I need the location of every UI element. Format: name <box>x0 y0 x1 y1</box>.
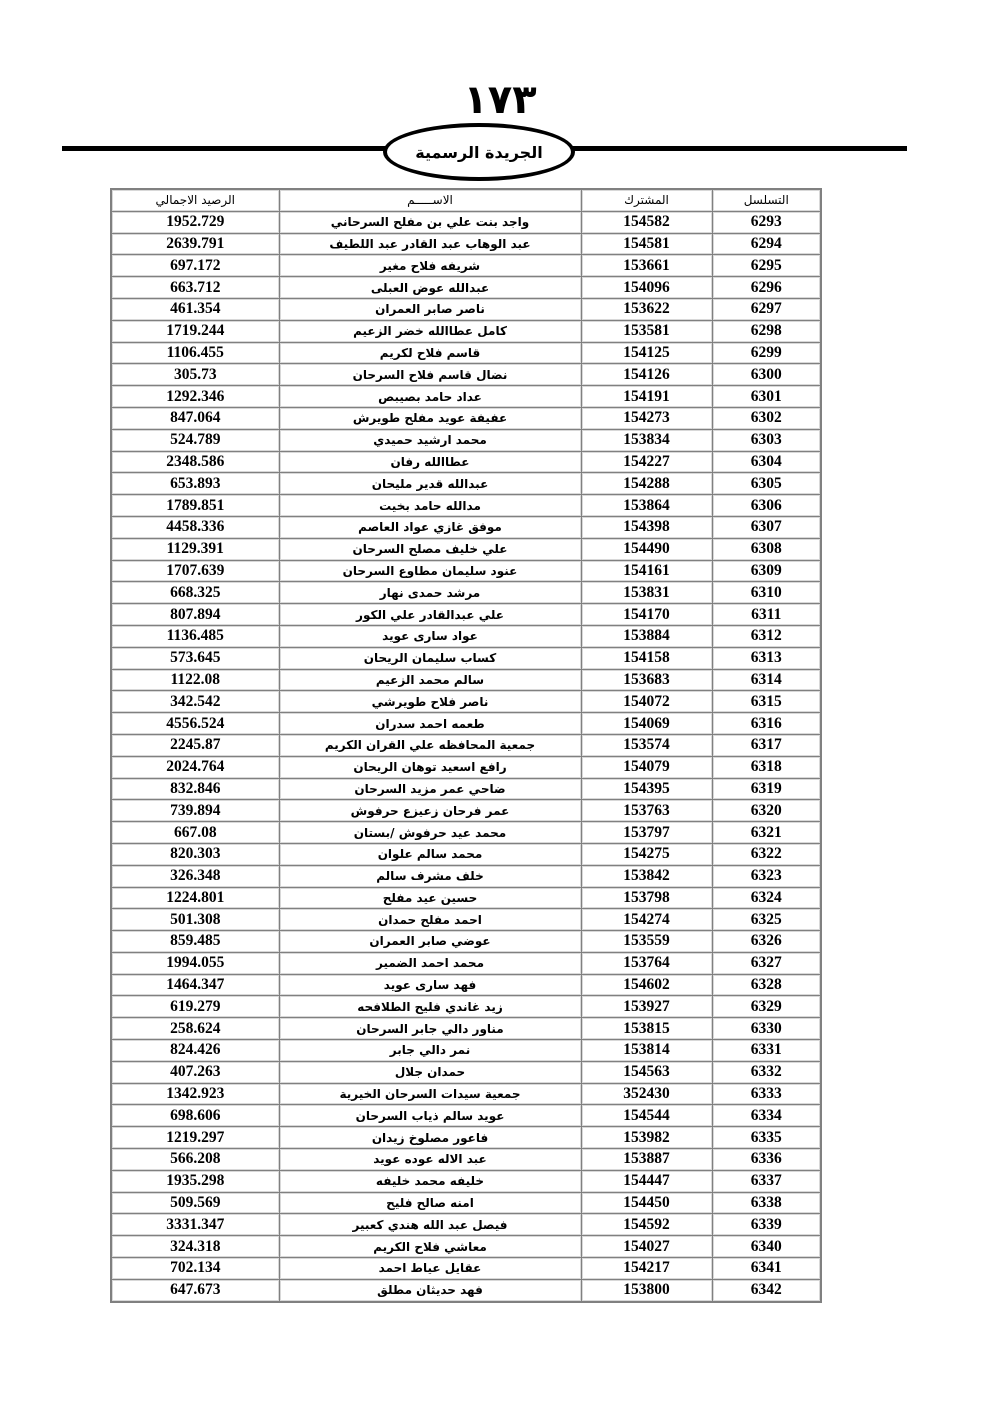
cell-balance: 667.08 <box>111 822 279 844</box>
cell-name: نضال قاسم فلاح السرحان <box>279 364 581 386</box>
table-row <box>111 887 821 909</box>
cell-subscriber: 154161 <box>581 560 712 582</box>
cell-subscriber: 153884 <box>581 625 712 647</box>
cell-name: سالم محمد الزعيم <box>279 669 581 691</box>
cell-serial: 6302 <box>712 407 821 429</box>
cell-serial: 6295 <box>712 255 821 277</box>
table-row <box>111 996 821 1018</box>
table-row <box>111 211 821 233</box>
cell-name: عبدالله قدير مليحان <box>279 473 581 495</box>
cell-serial: 6300 <box>712 364 821 386</box>
cell-balance: 573.645 <box>111 647 279 669</box>
cell-subscriber: 154096 <box>581 277 712 299</box>
table-row <box>111 1170 821 1192</box>
cell-balance: 847.064 <box>111 407 279 429</box>
subscriber-balance-table <box>110 188 822 1303</box>
cell-subscriber: 153982 <box>581 1127 712 1149</box>
cell-subscriber: 154027 <box>581 1236 712 1258</box>
cell-serial: 6309 <box>712 560 821 582</box>
cell-subscriber: 154072 <box>581 691 712 713</box>
cell-subscriber: 153864 <box>581 495 712 517</box>
table-row <box>111 909 821 931</box>
cell-name: عبدالله عوض العبلى <box>279 277 581 299</box>
table-row <box>111 342 821 364</box>
cell-balance: 619.279 <box>111 996 279 1018</box>
column-header-subscriber: المشترك <box>581 189 712 211</box>
cell-name: عمر فرحان زعيزع حرفوش <box>279 800 581 822</box>
cell-serial: 6304 <box>712 451 821 473</box>
cell-subscriber: 153581 <box>581 320 712 342</box>
table-body <box>111 211 821 1301</box>
cell-subscriber: 154275 <box>581 843 712 865</box>
cell-subscriber: 153559 <box>581 931 712 953</box>
table-row <box>111 734 821 756</box>
cell-serial: 6298 <box>712 320 821 342</box>
cell-name: امنه صالح فليح <box>279 1192 581 1214</box>
table-row <box>111 255 821 277</box>
table-row <box>111 843 821 865</box>
cell-serial: 6294 <box>712 233 821 255</box>
table-row <box>111 1105 821 1127</box>
cell-balance: 2639.791 <box>111 233 279 255</box>
cell-name: جمعية المحافظه علي القران الكريم <box>279 734 581 756</box>
cell-name: واجد بنت علي بن مفلح السرحاني <box>279 211 581 233</box>
table-row <box>111 800 821 822</box>
cell-name: فيصل عبد الله هندي كعبير <box>279 1214 581 1236</box>
cell-serial: 6337 <box>712 1170 821 1192</box>
cell-balance: 698.606 <box>111 1105 279 1127</box>
cell-balance: 1224.801 <box>111 887 279 909</box>
cell-name: جمعية سيدات السرحان الخيرية <box>279 1083 581 1105</box>
cell-balance: 1994.055 <box>111 952 279 974</box>
cell-subscriber: 154450 <box>581 1192 712 1214</box>
table-row <box>111 364 821 386</box>
cell-balance: 1464.347 <box>111 974 279 996</box>
table-row <box>111 1149 821 1171</box>
header-rule-right <box>570 146 907 151</box>
cell-subscriber: 153683 <box>581 669 712 691</box>
cell-serial: 6293 <box>712 211 821 233</box>
cell-name: موفق غازي عواد العاصم <box>279 516 581 538</box>
cell-serial: 6296 <box>712 277 821 299</box>
table-row <box>111 1258 821 1280</box>
cell-subscriber: 154273 <box>581 407 712 429</box>
table-row <box>111 1018 821 1040</box>
cell-balance: 1219.297 <box>111 1127 279 1149</box>
table-row <box>111 386 821 408</box>
cell-serial: 6317 <box>712 734 821 756</box>
table-row <box>111 1192 821 1214</box>
cell-balance: 663.712 <box>111 277 279 299</box>
cell-name: شريفه فلاح مغير <box>279 255 581 277</box>
cell-balance: 1129.391 <box>111 538 279 560</box>
table-row <box>111 538 821 560</box>
cell-serial: 6320 <box>712 800 821 822</box>
cell-serial: 6308 <box>712 538 821 560</box>
cell-subscriber: 154544 <box>581 1105 712 1127</box>
cell-name: طعمه احمد سدران <box>279 713 581 735</box>
column-header-name: الاســـــم <box>279 189 581 211</box>
cell-balance: 3331.347 <box>111 1214 279 1236</box>
cell-serial: 6319 <box>712 778 821 800</box>
cell-subscriber: 154227 <box>581 451 712 473</box>
cell-balance: 653.893 <box>111 473 279 495</box>
cell-serial: 6305 <box>712 473 821 495</box>
cell-serial: 6331 <box>712 1040 821 1062</box>
cell-balance: 4556.524 <box>111 713 279 735</box>
cell-serial: 6315 <box>712 691 821 713</box>
cell-serial: 6333 <box>712 1083 821 1105</box>
cell-balance: 859.485 <box>111 931 279 953</box>
table-row <box>111 1061 821 1083</box>
cell-name: حسين عيد مفلح <box>279 887 581 909</box>
table-row <box>111 647 821 669</box>
table-row <box>111 974 821 996</box>
cell-name: مدالله حامد بخيت <box>279 495 581 517</box>
cell-name: عبد الوهاب عبد القادر عبد اللطيف <box>279 233 581 255</box>
cell-balance: 407.263 <box>111 1061 279 1083</box>
cell-balance: 647.673 <box>111 1279 279 1301</box>
cell-subscriber: 153574 <box>581 734 712 756</box>
cell-balance: 702.134 <box>111 1258 279 1280</box>
cell-balance: 501.308 <box>111 909 279 931</box>
cell-balance: 524.789 <box>111 429 279 451</box>
cell-subscriber: 153661 <box>581 255 712 277</box>
cell-name: عفيفة عويد مفلح طويرش <box>279 407 581 429</box>
cell-name: محمد عيد حرفوش /بستان <box>279 822 581 844</box>
table-row <box>111 407 821 429</box>
cell-serial: 6334 <box>712 1105 821 1127</box>
cell-subscriber: 154581 <box>581 233 712 255</box>
cell-serial: 6326 <box>712 931 821 953</box>
cell-balance: 668.325 <box>111 582 279 604</box>
cell-name: ناصر فلاح طويرشي <box>279 691 581 713</box>
cell-subscriber: 153842 <box>581 865 712 887</box>
table-row <box>111 516 821 538</box>
cell-serial: 6311 <box>712 604 821 626</box>
cell-serial: 6299 <box>712 342 821 364</box>
cell-serial: 6322 <box>712 843 821 865</box>
table-row <box>111 233 821 255</box>
table-row <box>111 778 821 800</box>
cell-name: احمد مفلح حمدان <box>279 909 581 931</box>
cell-name: فهد سارى عويد <box>279 974 581 996</box>
cell-name: عداد حامد بصيبص <box>279 386 581 408</box>
cell-serial: 6328 <box>712 974 821 996</box>
table-row <box>111 713 821 735</box>
cell-serial: 6324 <box>712 887 821 909</box>
masthead-oval <box>383 123 575 181</box>
cell-subscriber: 154158 <box>581 647 712 669</box>
cell-subscriber: 153831 <box>581 582 712 604</box>
cell-subscriber: 153622 <box>581 298 712 320</box>
cell-balance: 509.569 <box>111 1192 279 1214</box>
cell-subscriber: 153798 <box>581 887 712 909</box>
cell-subscriber: 154490 <box>581 538 712 560</box>
cell-balance: 1292.346 <box>111 386 279 408</box>
cell-subscriber: 153814 <box>581 1040 712 1062</box>
masthead-title: الجريدة الرسمية <box>415 142 543 162</box>
cell-serial: 6342 <box>712 1279 821 1301</box>
table-row <box>111 691 821 713</box>
cell-serial: 6301 <box>712 386 821 408</box>
table-row <box>111 495 821 517</box>
cell-serial: 6332 <box>712 1061 821 1083</box>
table-row <box>111 1127 821 1149</box>
cell-serial: 6325 <box>712 909 821 931</box>
table-row <box>111 1236 821 1258</box>
table-row <box>111 1214 821 1236</box>
cell-serial: 6330 <box>712 1018 821 1040</box>
cell-balance: 4458.336 <box>111 516 279 538</box>
column-header-balance: الرصيد الاجمالي <box>111 189 279 211</box>
cell-serial: 6313 <box>712 647 821 669</box>
cell-subscriber: 153927 <box>581 996 712 1018</box>
cell-name: علي خليف مصلح السرحان <box>279 538 581 560</box>
cell-name: حمدان جلال <box>279 1061 581 1083</box>
cell-balance: 1342.923 <box>111 1083 279 1105</box>
cell-name: فهد حديثان مطلق <box>279 1279 581 1301</box>
cell-balance: 1707.639 <box>111 560 279 582</box>
cell-subscriber: 153764 <box>581 952 712 974</box>
cell-balance: 1122.08 <box>111 669 279 691</box>
table-row <box>111 625 821 647</box>
cell-subscriber: 153887 <box>581 1149 712 1171</box>
cell-name: عطاالله رفان <box>279 451 581 473</box>
cell-name: محمد ارشيد حميدي <box>279 429 581 451</box>
cell-balance: 2348.586 <box>111 451 279 473</box>
cell-balance: 832.846 <box>111 778 279 800</box>
cell-name: نمر دالي جابر <box>279 1040 581 1062</box>
cell-subscriber: 153763 <box>581 800 712 822</box>
table-row <box>111 1083 821 1105</box>
table-row <box>111 1279 821 1301</box>
cell-subscriber: 154395 <box>581 778 712 800</box>
cell-balance: 566.208 <box>111 1149 279 1171</box>
cell-name: مناور دالي جابر السرحان <box>279 1018 581 1040</box>
cell-serial: 6338 <box>712 1192 821 1214</box>
table-row <box>111 756 821 778</box>
cell-subscriber: 153800 <box>581 1279 712 1301</box>
cell-serial: 6307 <box>712 516 821 538</box>
cell-subscriber: 154288 <box>581 473 712 495</box>
table-row <box>111 669 821 691</box>
cell-subscriber: 153797 <box>581 822 712 844</box>
cell-subscriber: 154398 <box>581 516 712 538</box>
cell-balance: 305.73 <box>111 364 279 386</box>
table-row <box>111 1040 821 1062</box>
cell-serial: 6335 <box>712 1127 821 1149</box>
cell-name: رافع اسعيد توهان الريحان <box>279 756 581 778</box>
cell-subscriber: 154274 <box>581 909 712 931</box>
cell-balance: 1106.455 <box>111 342 279 364</box>
cell-subscriber: 154563 <box>581 1061 712 1083</box>
cell-serial: 6321 <box>712 822 821 844</box>
cell-balance: 461.354 <box>111 298 279 320</box>
cell-balance: 807.894 <box>111 604 279 626</box>
cell-name: قاسم فلاح لكريم <box>279 342 581 364</box>
cell-name: خلف مشرف سالم <box>279 865 581 887</box>
cell-subscriber: 154217 <box>581 1258 712 1280</box>
table-header-row <box>111 189 821 211</box>
cell-serial: 6310 <box>712 582 821 604</box>
cell-subscriber: 153815 <box>581 1018 712 1040</box>
page-number: ١٧٣ <box>463 77 537 123</box>
cell-subscriber: 352430 <box>581 1083 712 1105</box>
cell-name: عبد الاله عوده عويد <box>279 1149 581 1171</box>
cell-balance: 1789.851 <box>111 495 279 517</box>
table-row <box>111 865 821 887</box>
cell-subscriber: 154126 <box>581 364 712 386</box>
cell-name: مرشد حمدى نهار <box>279 582 581 604</box>
cell-serial: 6341 <box>712 1258 821 1280</box>
header-rule-left <box>62 146 392 151</box>
cell-subscriber: 154592 <box>581 1214 712 1236</box>
cell-serial: 6340 <box>712 1236 821 1258</box>
cell-balance: 2245.87 <box>111 734 279 756</box>
cell-name: عواد سارى عويد <box>279 625 581 647</box>
cell-serial: 6318 <box>712 756 821 778</box>
cell-serial: 6323 <box>712 865 821 887</box>
cell-balance: 324.318 <box>111 1236 279 1258</box>
cell-name: عنود سليمان مطاوع السرحان <box>279 560 581 582</box>
cell-serial: 6306 <box>712 495 821 517</box>
cell-balance: 1952.729 <box>111 211 279 233</box>
table-row <box>111 429 821 451</box>
cell-balance: 1935.298 <box>111 1170 279 1192</box>
cell-subscriber: 154582 <box>581 211 712 233</box>
cell-serial: 6303 <box>712 429 821 451</box>
cell-balance: 1719.244 <box>111 320 279 342</box>
cell-name: محمد احمد الضمير <box>279 952 581 974</box>
cell-balance: 342.542 <box>111 691 279 713</box>
cell-balance: 258.624 <box>111 1018 279 1040</box>
table-row <box>111 320 821 342</box>
table-row <box>111 582 821 604</box>
cell-serial: 6316 <box>712 713 821 735</box>
cell-name: زيد غاندي فليح الطلافحه <box>279 996 581 1018</box>
table-row <box>111 277 821 299</box>
table-row <box>111 931 821 953</box>
cell-subscriber: 154125 <box>581 342 712 364</box>
cell-serial: 6329 <box>712 996 821 1018</box>
cell-name: علي عبدالقادر علي الكور <box>279 604 581 626</box>
cell-subscriber: 154191 <box>581 386 712 408</box>
cell-name: كامل عطاالله خضر الزعيم <box>279 320 581 342</box>
cell-name: ضاحي عمر مزيد السرحان <box>279 778 581 800</box>
cell-name: معاشي فلاح الكريم <box>279 1236 581 1258</box>
cell-balance: 2024.764 <box>111 756 279 778</box>
cell-serial: 6297 <box>712 298 821 320</box>
table-row <box>111 952 821 974</box>
table-row <box>111 604 821 626</box>
cell-balance: 824.426 <box>111 1040 279 1062</box>
cell-balance: 739.894 <box>111 800 279 822</box>
cell-serial: 6336 <box>712 1149 821 1171</box>
cell-balance: 697.172 <box>111 255 279 277</box>
cell-serial: 6339 <box>712 1214 821 1236</box>
cell-name: كساب سليمان الريحان <box>279 647 581 669</box>
table-row <box>111 451 821 473</box>
cell-name: عوضي صابر العمران <box>279 931 581 953</box>
table-row <box>111 298 821 320</box>
cell-subscriber: 154069 <box>581 713 712 735</box>
cell-subscriber: 154170 <box>581 604 712 626</box>
cell-balance: 1136.485 <box>111 625 279 647</box>
cell-serial: 6314 <box>712 669 821 691</box>
table-row <box>111 822 821 844</box>
table-row <box>111 473 821 495</box>
cell-name: عقايل عياط احمد <box>279 1258 581 1280</box>
cell-serial: 6312 <box>712 625 821 647</box>
cell-name: فاعور مصلوخ زيدان <box>279 1127 581 1149</box>
cell-balance: 820.303 <box>111 843 279 865</box>
cell-name: ناصر صابر العمران <box>279 298 581 320</box>
cell-balance: 326.348 <box>111 865 279 887</box>
cell-subscriber: 154079 <box>581 756 712 778</box>
cell-name: عويد سالم ذياب السرحان <box>279 1105 581 1127</box>
cell-subscriber: 153834 <box>581 429 712 451</box>
cell-serial: 6327 <box>712 952 821 974</box>
cell-name: خليفه محمد خليفه <box>279 1170 581 1192</box>
cell-subscriber: 154447 <box>581 1170 712 1192</box>
table-row <box>111 560 821 582</box>
cell-name: محمد سالم علوان <box>279 843 581 865</box>
column-header-serial: التسلسل <box>712 189 821 211</box>
cell-subscriber: 154602 <box>581 974 712 996</box>
